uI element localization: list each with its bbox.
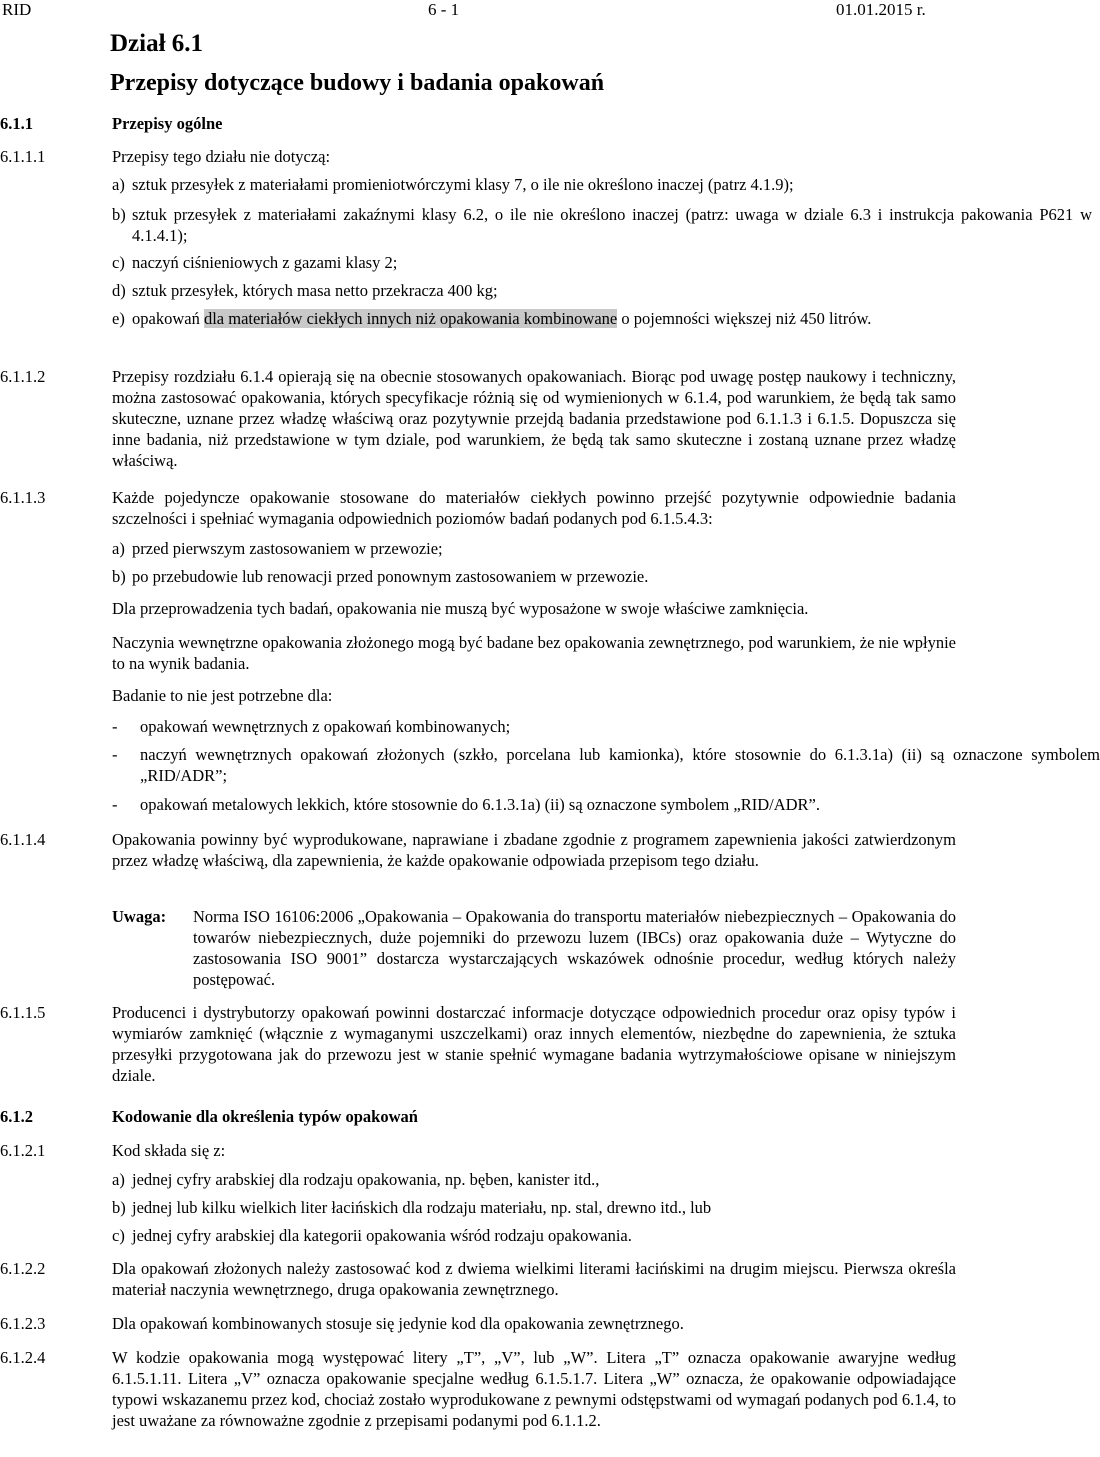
list-text: o pojemności większej niż 450 litrów.	[617, 309, 872, 328]
chapter-title: Dział 6.1	[110, 30, 204, 57]
paragraph-text: Przepisy rozdziału 6.1.4 opierają się na obecnie stosowanych opakowaniach. Biorąc pod uwagę postęp naukowy i techniczny, można zastosować opakowania, których specyfikacje różnią się od wymienionych w 6.1.4, pod warunkiem, że będą tak samo skuteczne, uznane przez władzę właściwą oraz pozytywnie przejdą badania przedstawione pod 6.1.1.3 i 6.1.5. Dopuszcza się inne badania, niż przedstawione w tym dziale, pod warunkiem, że będą tak samo skuteczne i zostaną uznane przez władzę właściwą.	[112, 367, 956, 470]
highlighted-text[interactable]: dla materiałów ciekłych innych niż opakowania kombinowane	[203, 309, 618, 328]
paragraph-intro: Każde pojedyncze opakowanie stosowane do materiałów ciekłych powinno przejść pozytywnie odpowiednie badania szczelności i spełniać wymagania odpowiednich poziomów badań podanych pod 6.1.5.4.3:	[112, 488, 956, 528]
paragraph-6-1-2-4	[0, 1347, 960, 1431]
page-title: Przepisy dotyczące budowy i badania opakowań	[110, 70, 605, 96]
list-label: b)	[112, 1198, 126, 1217]
list-text: naczyń ciśnieniowych z gazami klasy 2;	[132, 253, 398, 272]
list-label: c)	[112, 253, 125, 272]
paragraph-text: Producenci i dystrybutorzy opakowań powinni dostarczać informacje dotyczące odpowiednich procedur oraz opisy typów i wymiarów zamknięć (włącznie z wymaganymi uszczelkami) oraz innych elementów, niezbędne do zapewnienia, że sztuka przesyłki przygotowana jak do przewozu jest w stanie spełnić wymagane badania wytrzymałościowe opisane w niniejszym dziale.	[112, 1003, 956, 1085]
list-label: a)	[112, 175, 125, 194]
paragraph-text: Dla przeprowadzenia tych badań, opakowania nie muszą być wyposażone w swoje właściwe zamknięcia.	[112, 599, 809, 618]
header-page-number: 6 - 1	[428, 0, 460, 19]
paragraph-number: 6.1.2.3	[0, 1314, 46, 1333]
dash-text: naczyń wewnętrznych opakowań złożonych (szkło, porcelana lub kamionka), które stosownie do 6.1.3.1a) (ii) są oznaczone symbolem „RID/ADR”;	[140, 745, 1100, 785]
paragraph-6-1-1-5	[0, 1002, 960, 1086]
header-doc-name: RID	[2, 0, 32, 19]
note-text: Norma ISO 16106:2006 „Opakowania – Opakowania do transportu materiałów niebezpiecznych – Opakowania do towarów niebezpiecznych, duże pojemniki do przewozu luzem (IBCs) oraz opakowania duże – Wytyczne do zastosowania ISO 9001” dostarcza wystarczających wskazówek odnośnie procedur, według których należy postępować.	[193, 907, 956, 989]
list-text: jednej cyfry arabskiej dla kategorii opakowania wśród rodzaju opakowania.	[132, 1226, 632, 1245]
list-item	[112, 1197, 1092, 1218]
list-label: d)	[112, 281, 126, 300]
list-text: jednej cyfry arabskiej dla rodzaju opakowania, np. bęben, kanister itd.,	[132, 1170, 600, 1189]
list-item	[112, 308, 1092, 329]
paragraph-text: Dla opakowań kombinowanych stosuje się jedynie kod dla opakowania zewnętrznego.	[112, 1314, 684, 1333]
list-text: opakowań	[132, 309, 204, 328]
paragraph-6-1-1-4	[0, 829, 960, 871]
list-text: przed pierwszym zastosowaniem w przewozie;	[132, 539, 443, 558]
paragraph-number: 6.1.1.2	[0, 367, 46, 386]
list-label: b)	[112, 205, 126, 224]
section-6-1-1	[0, 113, 960, 135]
list-item	[112, 280, 1092, 301]
list-item	[112, 538, 1092, 559]
page-header	[0, 0, 960, 30]
list-label: c)	[112, 1226, 125, 1245]
list-item	[112, 204, 1092, 246]
list-text: jednej lub kilku wielkich liter łacińskich dla rodzaju materiału, np. stal, drewno itd., lub	[132, 1198, 712, 1217]
paragraph-text: Dla opakowań złożonych należy zastosować kod z dwiema wielkimi literami łacińskimi na drugim miejscu. Pierwsza określa materiał naczynia wewnętrznego, druga opakowania zewnętrznego.	[112, 1259, 956, 1299]
paragraph-6-1-1-2	[0, 366, 960, 471]
header-date: 01.01.2015 r.	[836, 0, 926, 19]
paragraph-number: 6.1.1.3	[0, 488, 46, 507]
list-label: e)	[112, 309, 125, 328]
section-number: 6.1.1	[0, 114, 33, 133]
paragraph-6-1-2-2	[0, 1258, 960, 1300]
list-text: po przebudowie lub renowacji przed ponownym zastosowaniem w przewozie.	[132, 567, 649, 586]
list-item	[112, 1169, 1092, 1190]
list-text: sztuk przesyłek, których masa netto przekracza 400 kg;	[132, 281, 498, 300]
dash-item	[112, 716, 1100, 737]
paragraph-6-1-1-3	[0, 487, 960, 529]
paragraph-intro: Przepisy tego działu nie dotyczą:	[112, 147, 331, 166]
section-number: 6.1.2	[0, 1107, 33, 1126]
dash-text: opakowań metalowych lekkich, które stosownie do 6.1.3.1a) (ii) są oznaczone symbolem „RID/ADR”.	[140, 795, 820, 814]
paragraph-text: Naczynia wewnętrzne opakowania złożonego mogą być badane bez opakowania zewnętrznego, pod warunkiem, że nie wpłynie to na wynik badania.	[112, 633, 956, 673]
note-label: Uwaga:	[112, 907, 167, 926]
list-text: sztuk przesyłek z materiałami zakaźnymi klasy 6.2, o ile nie określono inaczej (patrz: uwaga w dziale 6.3 i instrukcja pakowania P621 w 4.1.4.1);	[132, 205, 1092, 245]
paragraph-number: 6.1.2.2	[0, 1259, 46, 1278]
dash-item	[112, 744, 1100, 786]
paragraph-number: 6.1.1.5	[0, 1003, 46, 1022]
section-heading: Przepisy ogólne	[112, 114, 223, 133]
list-label: a)	[112, 539, 125, 558]
paragraph-text: Opakowania powinny być wyprodukowane, naprawiane i zbadane zgodnie z programem zapewnienia jakości zatwierdzonym przez władzę właściwą, dla zapewnienia, że każde opakowanie odpowiada przepisom tego działu.	[112, 830, 956, 870]
dash-label: -	[112, 795, 118, 814]
paragraph-6-1-1-1	[0, 146, 960, 168]
dash-label: -	[112, 717, 118, 736]
dash-text: opakowań wewnętrznych z opakowań kombinowanych;	[140, 717, 511, 736]
paragraph-number: 6.1.1.1	[0, 147, 46, 166]
paragraph-number: 6.1.2.4	[0, 1348, 46, 1367]
list-item	[112, 566, 1092, 587]
dash-label: -	[112, 745, 118, 764]
paragraph-intro: Kod składa się z:	[112, 1141, 226, 1160]
paragraph-number: 6.1.1.4	[0, 830, 46, 849]
list-item	[112, 1225, 1092, 1246]
list-label: a)	[112, 1170, 125, 1189]
list-label: b)	[112, 567, 126, 586]
list-text: sztuk przesyłek z materiałami promieniotwórczymi klasy 7, o ile nie określono inaczej (patrz 4.1.9);	[132, 175, 794, 194]
dash-item	[112, 794, 1100, 815]
section-heading: Kodowanie dla określenia typów opakowań	[112, 1107, 418, 1126]
paragraph-text: Badanie to nie jest potrzebne dla:	[112, 686, 333, 705]
list-item	[112, 174, 1092, 195]
paragraph-number: 6.1.2.1	[0, 1141, 46, 1160]
list-item	[112, 252, 1092, 273]
paragraph-text: W kodzie opakowania mogą występować litery „T”, „V”, lub „W”. Litera „T” oznacza opakowanie awaryjne według 6.1.5.1.11. Litera „V” oznacza opakowanie specjalne według 6.1.5.1.7. Litera „W” oznacza, że opakowanie odpowiadające typowi wskazanemu przez kod, chociaż zostało wyprodukowane z pewnymi odstępstwami od wymagań podanych pod 6.1.4, to jest uważane za równoważne zgodnie z przepisami podanymi pod 6.1.1.2.	[112, 1348, 956, 1430]
